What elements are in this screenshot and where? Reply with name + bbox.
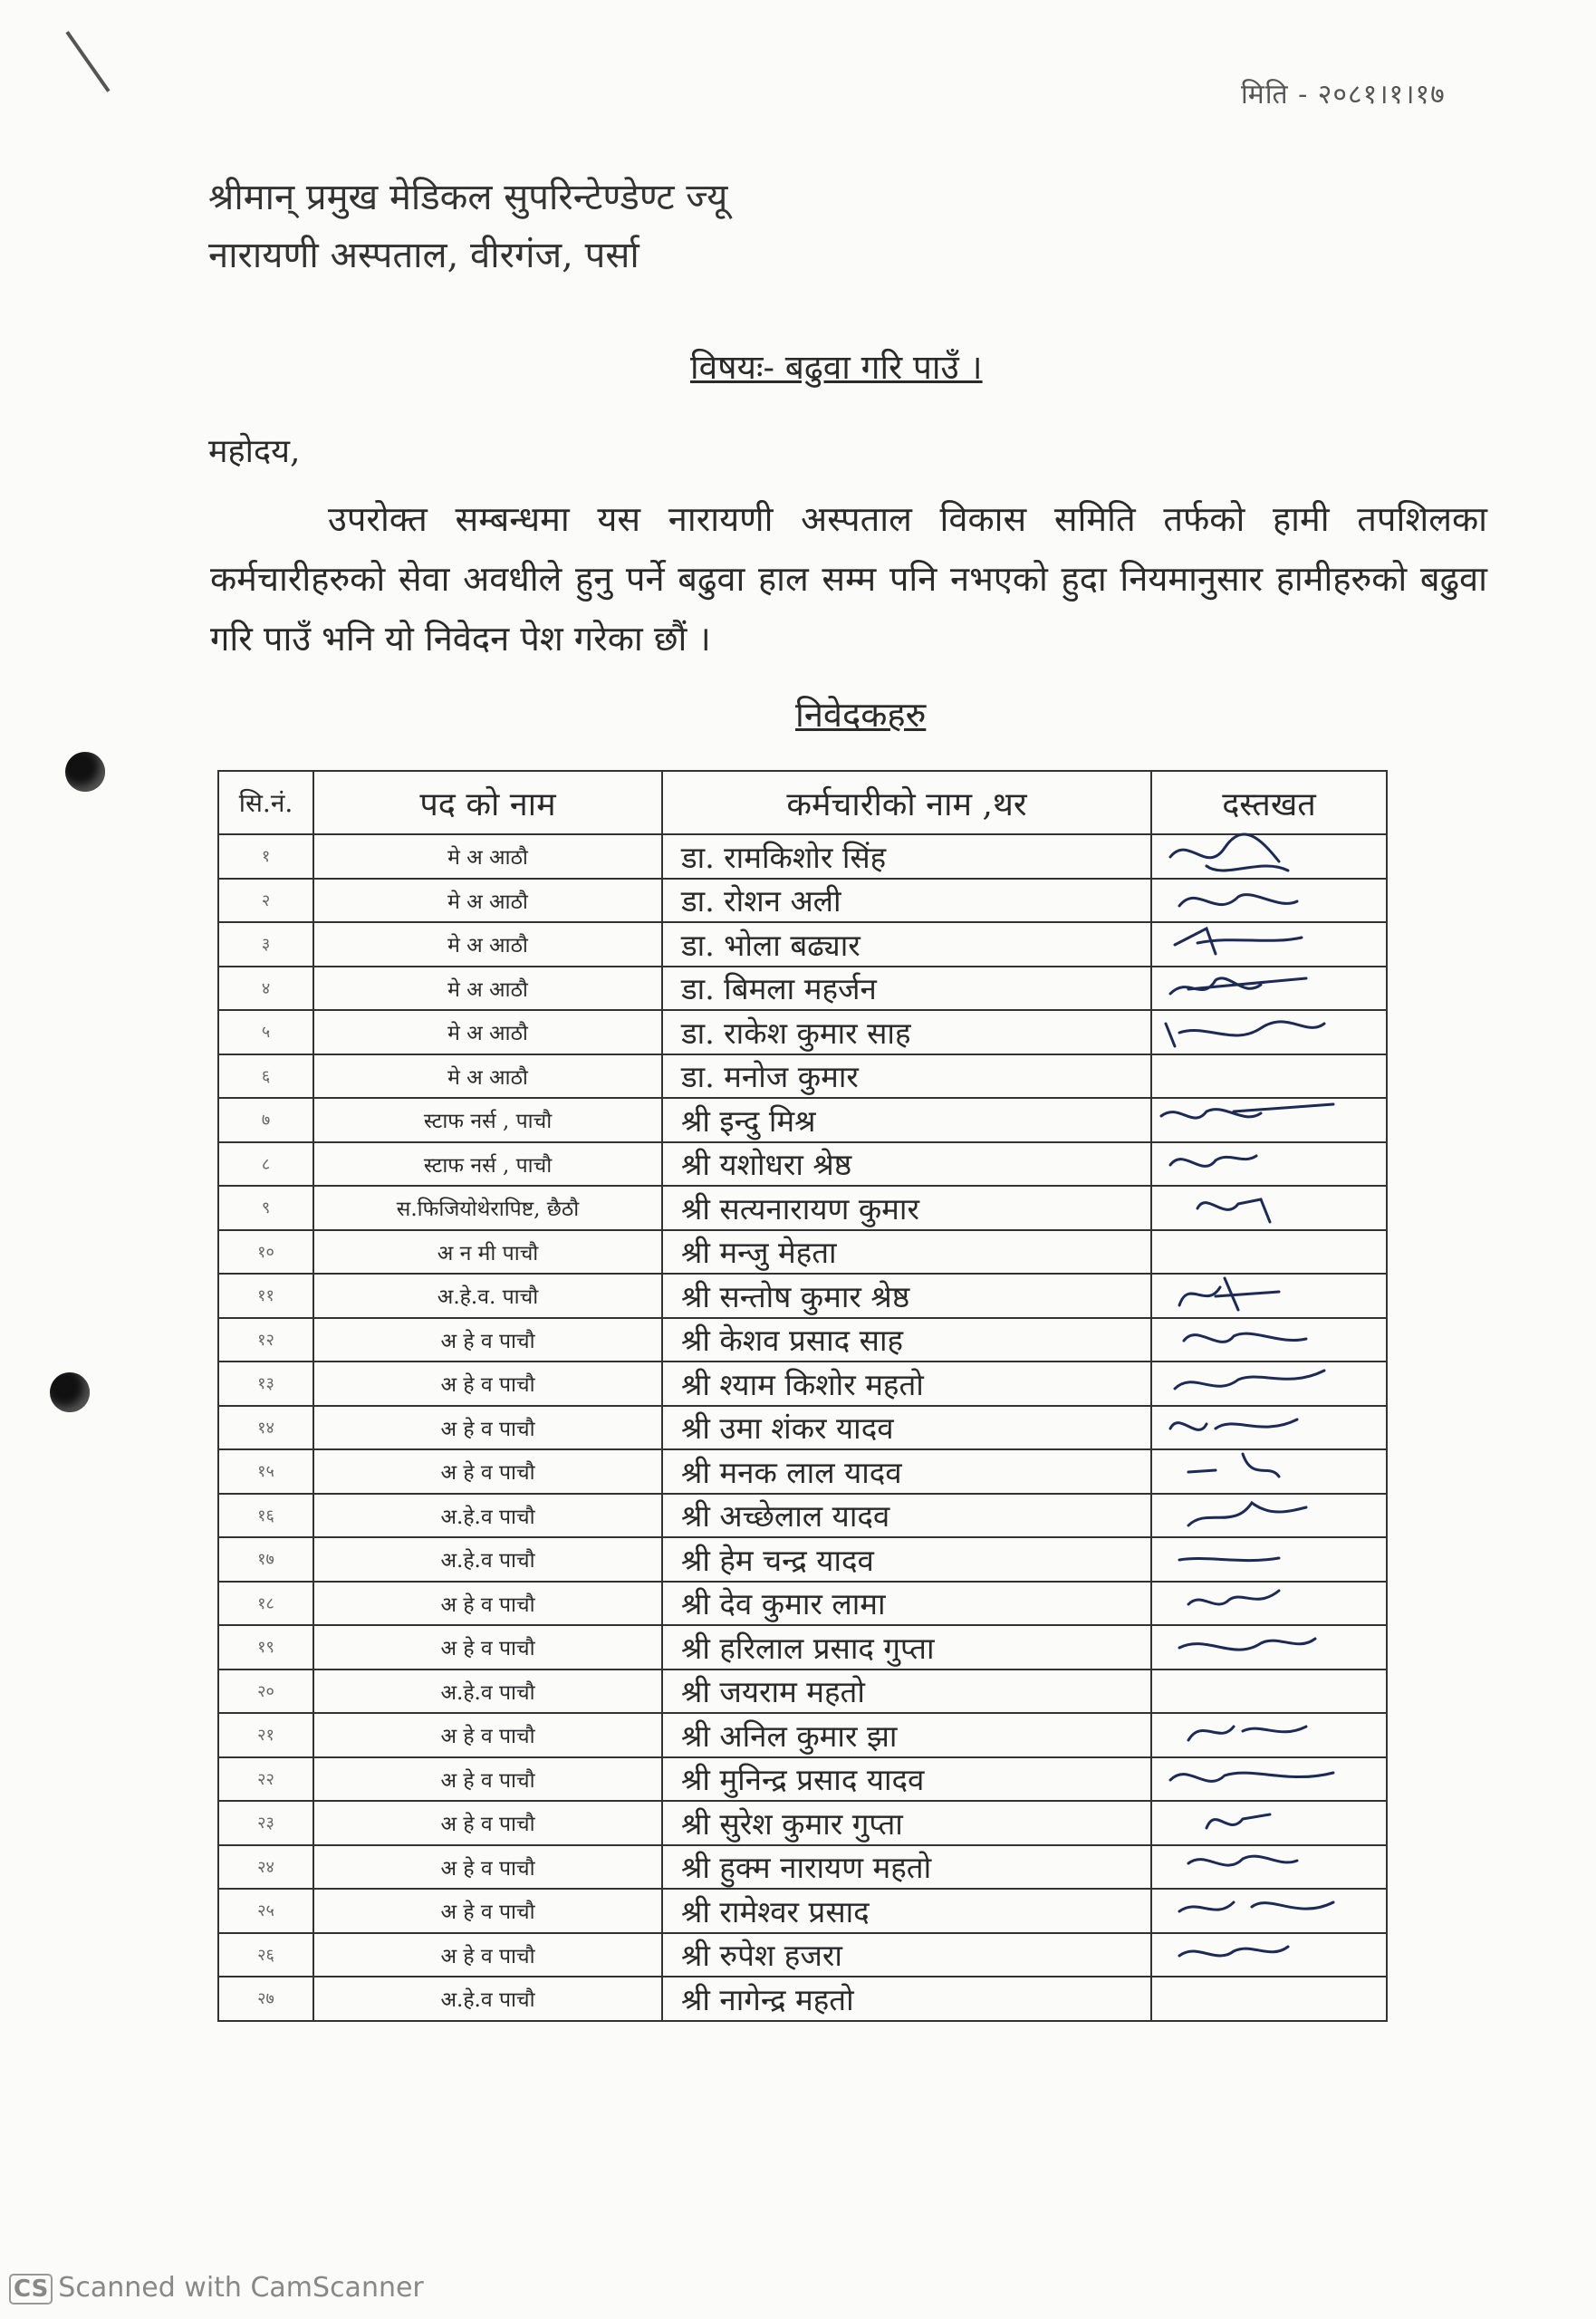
row-signature (1151, 1757, 1387, 1802)
row-signature (1151, 1142, 1387, 1187)
row-post: अ हे व पाचौ (313, 1801, 662, 1845)
camscanner-logo: CS (9, 2274, 53, 2305)
row-serial: १३ (218, 1362, 313, 1406)
table-row (218, 1977, 1387, 2021)
row-post: स.फिजियोथेरापिष्ट, छैठौ (313, 1186, 662, 1230)
header-serial: सि.नं. (218, 771, 313, 834)
row-serial: ५ (218, 1010, 313, 1054)
row-serial: ६ (218, 1054, 313, 1099)
row-serial: १४ (218, 1406, 313, 1450)
table-row (218, 1669, 1387, 1714)
row-serial: ७ (218, 1098, 313, 1142)
row-serial: २३ (218, 1801, 313, 1845)
row-signature (1151, 879, 1387, 923)
table-row (218, 1362, 1387, 1406)
row-serial: १९ (218, 1625, 313, 1669)
row-serial: २७ (218, 1977, 313, 2021)
row-employee-name: श्री मनक लाल यादव (662, 1449, 1151, 1494)
row-signature (1151, 1010, 1387, 1054)
row-post: अ.हे.व पाचौ (313, 1494, 662, 1538)
header-post: पद को नाम (313, 771, 662, 834)
row-serial: १५ (218, 1449, 313, 1494)
row-post: अ हे व पाचौ (313, 1362, 662, 1406)
row-employee-name: श्री मुनिन्द्र प्रसाद यादव (662, 1757, 1151, 1802)
table-row (218, 1098, 1387, 1142)
row-serial: २२ (218, 1757, 313, 1802)
row-serial: ९ (218, 1186, 313, 1230)
header-employee-name: कर्मचारीको नाम ,थर (662, 771, 1151, 834)
letter-subject: विषयः- बढुवा गरि पाउँ । (690, 348, 983, 387)
row-employee-name: श्री हेम चन्द्र यादव (662, 1537, 1151, 1582)
row-employee-name: श्री मन्जु मेहता (662, 1230, 1151, 1275)
punch-hole-icon (65, 752, 105, 792)
handwritten-signature (1152, 1006, 1370, 1060)
row-employee-name: श्री सन्तोष कुमार श्रेष्ठ (662, 1274, 1151, 1318)
handwritten-signature (1152, 1181, 1370, 1236)
row-employee-name: श्री केशव प्रसाद साह (662, 1318, 1151, 1362)
row-signature (1151, 1406, 1387, 1450)
letter-date: मिति - २०८१।१।१७ (1241, 79, 1446, 111)
table-row (218, 1494, 1387, 1538)
scanner-watermark (9, 2272, 424, 2305)
row-employee-name: श्री देव कुमार लामा (662, 1582, 1151, 1626)
row-employee-name: डा. राकेश कुमार साह (662, 1010, 1151, 1054)
row-post: अ हे व पाचौ (313, 1845, 662, 1890)
table-row (218, 1054, 1387, 1099)
row-employee-name: श्री हरिलाल प्रसाद गुप्ता (662, 1625, 1151, 1669)
row-post: अ हे व पाचौ (313, 1449, 662, 1494)
row-serial: २५ (218, 1889, 313, 1933)
row-post: स्टाफ नर्स , पाचौ (313, 1142, 662, 1187)
row-employee-name: श्री रामेश्वर प्रसाद (662, 1889, 1151, 1933)
row-employee-name: श्री यशोधरा श्रेष्ठ (662, 1142, 1151, 1187)
row-employee-name: श्री अनिल कुमार झा (662, 1713, 1151, 1757)
punch-hole-icon (50, 1372, 90, 1412)
row-serial: २६ (218, 1933, 313, 1977)
row-employee-name: डा. रोशन अली (662, 879, 1151, 923)
row-employee-name: श्री सुरेश कुमार गुप्ता (662, 1801, 1151, 1845)
row-post: अ.हे.व. पाचौ (313, 1274, 662, 1318)
table-row (218, 834, 1387, 879)
row-employee-name: श्री श्याम किशोर महतो (662, 1362, 1151, 1406)
row-post: अ हे व पाचौ (313, 1757, 662, 1802)
table-row (218, 1230, 1387, 1275)
row-post: मे अ आठौ (313, 922, 662, 967)
row-signature (1151, 1494, 1387, 1538)
row-employee-name: श्री इन्दु मिश्र (662, 1098, 1151, 1142)
row-employee-name: डा. मनोज कुमार (662, 1054, 1151, 1099)
row-post: अ.हे.व पाचौ (313, 1537, 662, 1582)
recipient-line-2: नारायणी अस्पताल, वीरगंज, पर्सा (208, 235, 639, 276)
row-signature (1151, 1889, 1387, 1933)
handwritten-signature (1152, 1929, 1370, 1983)
row-employee-name: डा. भोला बढ्यार (662, 922, 1151, 967)
applicants-table (217, 770, 1388, 2022)
table-row (218, 1582, 1387, 1626)
row-employee-name: डा. बिमला महर्जन (662, 967, 1151, 1011)
table-row (218, 1010, 1387, 1054)
table-row (218, 1537, 1387, 1582)
scan-mark (65, 31, 110, 92)
row-post: अ हे व पाचौ (313, 1406, 662, 1450)
row-post: अ हे व पाचौ (313, 1625, 662, 1669)
table-header-row (218, 771, 1387, 834)
table-row (218, 1933, 1387, 1977)
row-post: अ हे व पाचौ (313, 1933, 662, 1977)
row-post: मे अ आठौ (313, 967, 662, 1011)
row-post: मे अ आठौ (313, 1054, 662, 1099)
recipient-line-1: श्रीमान् प्रमुख मेडिकल सुपरिन्टेण्डेण्ट ज्यू (208, 177, 728, 218)
salutation: महोदय, (208, 433, 301, 470)
table-row (218, 1274, 1387, 1318)
row-signature (1151, 1582, 1387, 1626)
row-post: अ हे व पाचौ (313, 1318, 662, 1362)
row-serial: १० (218, 1230, 313, 1275)
table-row (218, 1845, 1387, 1890)
row-post: मे अ आठौ (313, 1010, 662, 1054)
table-row (218, 922, 1387, 967)
row-employee-name: श्री अच्छेलाल यादव (662, 1494, 1151, 1538)
row-serial: १७ (218, 1537, 313, 1582)
handwritten-signature (1152, 1621, 1370, 1675)
row-signature (1151, 1449, 1387, 1494)
table-row (218, 1406, 1387, 1450)
row-signature (1151, 834, 1387, 879)
table-row (218, 1142, 1387, 1187)
row-signature (1151, 1230, 1387, 1275)
row-employee-name: श्री सत्यनारायण कुमार (662, 1186, 1151, 1230)
letter-body: उपरोक्त सम्बन्धमा यस नारायणी अस्पताल विकास समिति तर्फको हामी तपशिलका कर्मचारीहरुको सेवा अवधीले हुनु पर्ने बढुवा हाल सम्म पनि नभएको हुदा नियमानुसार हामीहरुको बढुवा गरि पाउँ भनि यो निवेदन पेश गरेका छौं । (210, 499, 1487, 659)
row-serial: २४ (218, 1845, 313, 1890)
row-signature (1151, 1054, 1387, 1099)
table-row (218, 1713, 1387, 1757)
row-employee-name: श्री जयराम महतो (662, 1669, 1151, 1714)
table-row (218, 1318, 1387, 1362)
row-signature (1151, 1537, 1387, 1582)
row-signature (1151, 1098, 1387, 1142)
row-serial: ८ (218, 1142, 313, 1187)
row-signature (1151, 922, 1387, 967)
row-serial: १८ (218, 1582, 313, 1626)
row-post: अ.हे.व पाचौ (313, 1669, 662, 1714)
table-row (218, 1889, 1387, 1933)
row-post: अ.हे.व पाचौ (313, 1977, 662, 2021)
row-signature (1151, 1318, 1387, 1362)
table-row (218, 1449, 1387, 1494)
row-post: मे अ आठौ (313, 879, 662, 923)
row-serial: २१ (218, 1713, 313, 1757)
row-post: अ न मी पाचौ (313, 1230, 662, 1275)
row-signature (1151, 967, 1387, 1011)
table-row (218, 967, 1387, 1011)
table-row (218, 1625, 1387, 1669)
header-signature: दस्तखत (1151, 771, 1387, 834)
row-post: स्टाफ नर्स , पाचौ (313, 1098, 662, 1142)
row-employee-name: श्री नागेन्द्र महतो (662, 1977, 1151, 2021)
row-signature (1151, 1362, 1387, 1406)
row-employee-name: श्री हुक्म नारायण महतो (662, 1845, 1151, 1890)
row-serial: २ (218, 879, 313, 923)
row-signature (1151, 1186, 1387, 1230)
row-serial: १ (218, 834, 313, 879)
row-post: अ हे व पाचौ (313, 1713, 662, 1757)
row-signature (1151, 1669, 1387, 1714)
row-signature (1151, 1933, 1387, 1977)
row-serial: १२ (218, 1318, 313, 1362)
row-employee-name: डा. रामकिशोर सिंह (662, 834, 1151, 879)
table-row (218, 1801, 1387, 1845)
row-signature (1151, 1274, 1387, 1318)
row-employee-name: श्री रुपेश हजरा (662, 1933, 1151, 1977)
row-post: अ हे व पाचौ (313, 1889, 662, 1933)
row-post: अ हे व पाचौ (313, 1582, 662, 1626)
row-signature (1151, 1845, 1387, 1890)
row-signature (1151, 1713, 1387, 1757)
row-serial: ४ (218, 967, 313, 1011)
row-serial: ११ (218, 1274, 313, 1318)
watermark-text: Scanned with CamScanner (58, 2272, 424, 2304)
row-serial: १६ (218, 1494, 313, 1538)
row-serial: २० (218, 1669, 313, 1714)
row-employee-name: श्री उमा शंकर यादव (662, 1406, 1151, 1450)
row-signature (1151, 1625, 1387, 1669)
table-row (218, 1186, 1387, 1230)
row-post: मे अ आठौ (313, 834, 662, 879)
table-row (218, 1757, 1387, 1802)
row-serial: ३ (218, 922, 313, 967)
applicants-heading: निवेदकहरु (795, 695, 927, 735)
row-signature (1151, 1977, 1387, 2021)
row-signature (1151, 1801, 1387, 1845)
table-row (218, 879, 1387, 923)
